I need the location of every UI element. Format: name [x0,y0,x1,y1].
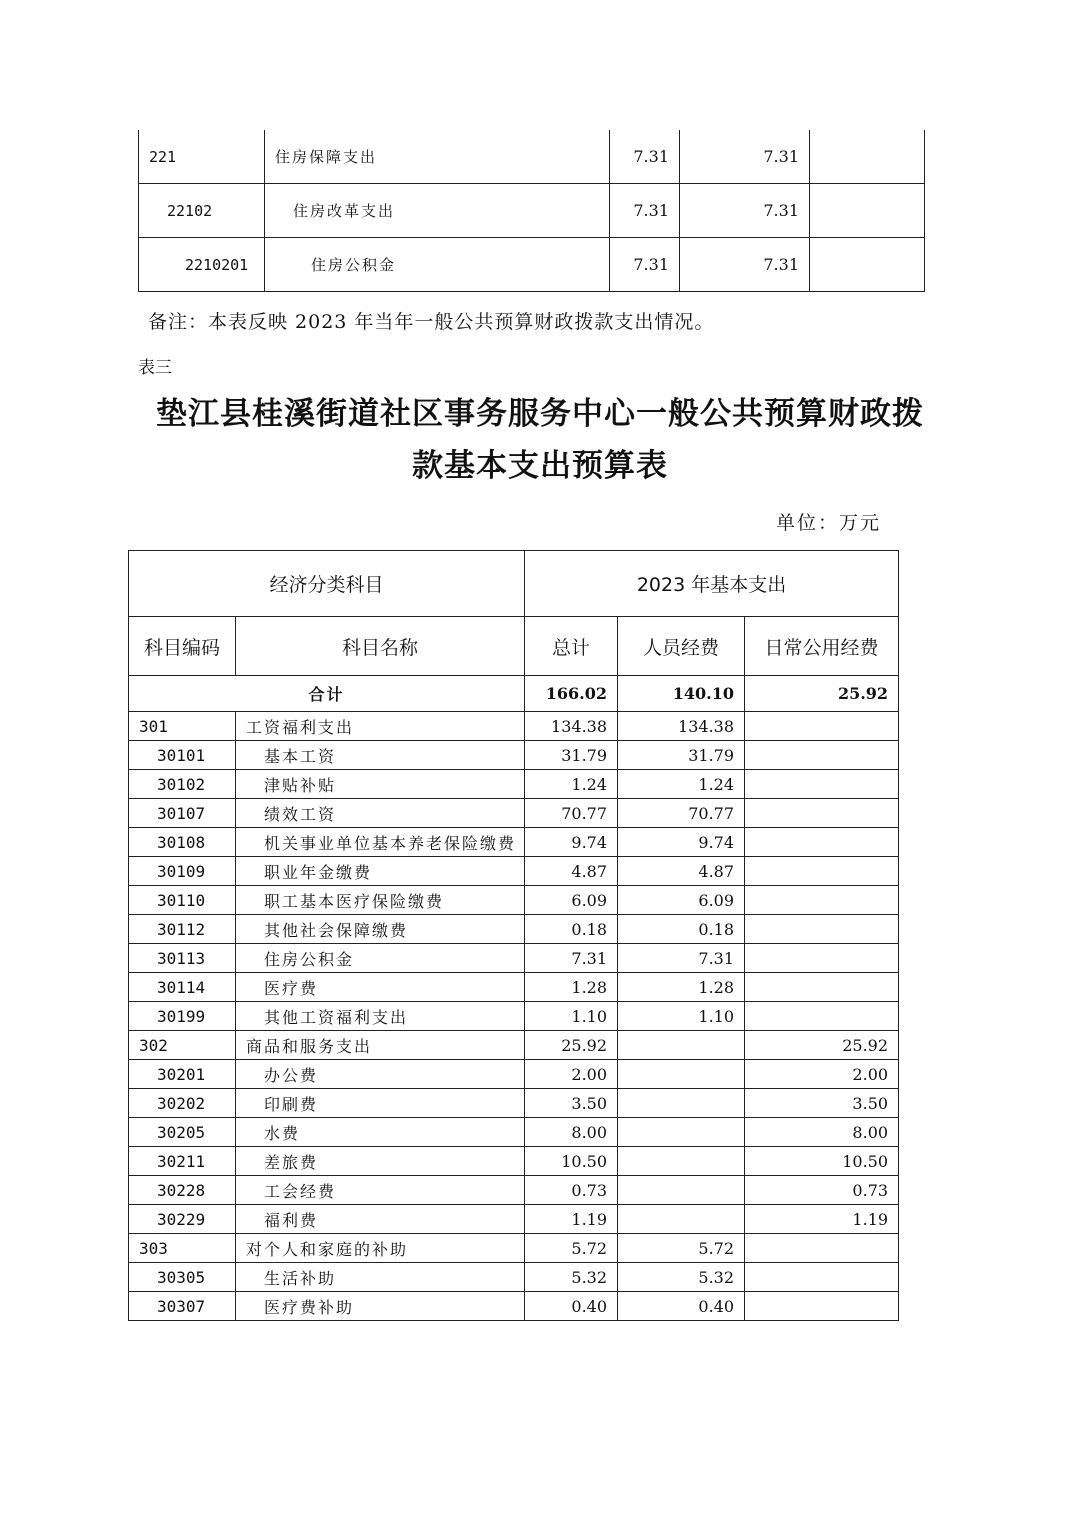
row-code: 30113 [129,944,236,973]
row-total: 25.92 [525,1031,618,1060]
row-code: 30228 [129,1176,236,1205]
row-value: 7.31 [610,238,680,292]
row-total: 10.50 [525,1147,618,1176]
table-row [129,886,899,915]
header-columns-row [129,617,899,676]
table-label: 表三 [138,358,172,378]
row-name: 印刷费 [236,1089,525,1118]
row-name: 绩效工资 [236,799,525,828]
row-total: 7.31 [525,944,618,973]
row-personnel: 31.79 [618,741,745,770]
row-code: 30108 [129,828,236,857]
row-personnel: 70.77 [618,799,745,828]
row-total: 6.09 [525,886,618,915]
page-title [120,388,960,492]
header-economic-classification: 经济分类科目 [129,551,525,617]
row-public: 8.00 [745,1118,899,1147]
previous-table-continuation [138,130,925,292]
row-code: 30201 [129,1060,236,1089]
table-row [129,1234,899,1263]
row-code: 30102 [129,770,236,799]
row-code: 301 [129,712,236,741]
table-row [129,741,899,770]
row-name: 办公费 [236,1060,525,1089]
row-total: 9.74 [525,828,618,857]
row-total: 1.19 [525,1205,618,1234]
table-row [129,1002,899,1031]
row-name: 对个人和家庭的补助 [236,1234,525,1263]
row-personnel: 6.09 [618,886,745,915]
row-name: 住房改革支出 [265,184,610,238]
row-total: 134.38 [525,712,618,741]
row-name: 津贴补贴 [236,770,525,799]
row-personnel [618,1147,745,1176]
table-row [129,857,899,886]
row-name: 机关事业单位基本养老保险缴费 [236,828,525,857]
row-total: 2.00 [525,1060,618,1089]
row-name: 住房保障支出 [265,130,610,184]
table-row [129,712,899,741]
table-row [129,915,899,944]
row-personnel: 1.24 [618,770,745,799]
table-row [129,828,899,857]
row-personnel [618,1176,745,1205]
row-personnel [618,1031,745,1060]
row-total: 31.79 [525,741,618,770]
table-row [129,770,899,799]
total-sum: 166.02 [525,676,618,712]
row-public [745,770,899,799]
table-row [129,1147,899,1176]
header-total: 总计 [525,617,618,676]
row-personnel: 4.87 [618,857,745,886]
row-code: 30202 [129,1089,236,1118]
total-public: 25.92 [745,676,899,712]
row-name: 生活补助 [236,1263,525,1292]
row-personnel [618,1089,745,1118]
row-code: 30112 [129,915,236,944]
row-public [745,973,899,1002]
header-name: 科目名称 [236,617,525,676]
row-personnel [618,1118,745,1147]
table-note: 备注：本表反映 2023 年当年一般公共预算财政拨款支出情况。 [148,311,715,333]
row-code: 303 [129,1234,236,1263]
row-public [745,944,899,973]
header-code: 科目编码 [129,617,236,676]
row-total: 1.10 [525,1002,618,1031]
row-total: 5.32 [525,1263,618,1292]
row-personnel: 0.40 [618,1292,745,1321]
row-personnel: 1.10 [618,1002,745,1031]
total-personnel: 140.10 [618,676,745,712]
table-row [129,1292,899,1321]
row-code: 221 [139,130,265,184]
total-row [129,676,899,712]
row-public [745,712,899,741]
row-total: 0.73 [525,1176,618,1205]
table-row [139,130,925,184]
row-name: 差旅费 [236,1147,525,1176]
row-public: 0.73 [745,1176,899,1205]
row-code: 30114 [129,973,236,1002]
row-public: 10.50 [745,1147,899,1176]
row-name: 其他工资福利支出 [236,1002,525,1031]
row-public [745,1002,899,1031]
row-personnel: 9.74 [618,828,745,857]
row-personnel: 1.28 [618,973,745,1002]
row-code: 30229 [129,1205,236,1234]
title-line-1: 垫江县桂溪街道社区事务服务中心一般公共预算财政拨 [156,396,924,432]
header-public: 日常公用经费 [745,617,899,676]
basic-expenditure-table [128,550,899,1321]
row-total: 8.00 [525,1118,618,1147]
row-code: 30211 [129,1147,236,1176]
table-row [129,1031,899,1060]
row-total: 3.50 [525,1089,618,1118]
row-code: 302 [129,1031,236,1060]
row-code: 30109 [129,857,236,886]
unit-label: 单位：万元 [776,512,882,534]
row-public [745,1292,899,1321]
row-value [810,184,925,238]
header-personnel: 人员经费 [618,617,745,676]
row-name: 其他社会保障缴费 [236,915,525,944]
row-public [745,741,899,770]
row-personnel: 134.38 [618,712,745,741]
row-name: 住房公积金 [265,238,610,292]
row-name: 工资福利支出 [236,712,525,741]
table-row [129,799,899,828]
table-row [129,1205,899,1234]
row-value: 7.31 [680,184,810,238]
row-value [810,238,925,292]
row-total: 1.28 [525,973,618,1002]
row-value [810,130,925,184]
row-value: 7.31 [680,238,810,292]
row-total: 0.40 [525,1292,618,1321]
row-name: 工会经费 [236,1176,525,1205]
row-public [745,915,899,944]
row-personnel [618,1205,745,1234]
header-group-row [129,551,899,617]
row-public [745,1234,899,1263]
header-basic-expenditure: 2023 年基本支出 [525,551,899,617]
row-value: 7.31 [610,184,680,238]
table-row [129,1118,899,1147]
row-name: 福利费 [236,1205,525,1234]
table-row [129,1176,899,1205]
row-personnel: 5.72 [618,1234,745,1263]
row-value: 7.31 [610,130,680,184]
row-code: 22102 [139,184,265,238]
row-public: 2.00 [745,1060,899,1089]
row-total: 5.72 [525,1234,618,1263]
row-total: 0.18 [525,915,618,944]
row-name: 职工基本医疗保险缴费 [236,886,525,915]
table-row [139,184,925,238]
table-row [129,1089,899,1118]
table-row [129,944,899,973]
row-code: 30205 [129,1118,236,1147]
row-code: 30110 [129,886,236,915]
total-label: 合计 [129,676,525,712]
row-code: 30107 [129,799,236,828]
table-row [129,973,899,1002]
row-public: 3.50 [745,1089,899,1118]
row-code: 30101 [129,741,236,770]
row-value: 7.31 [680,130,810,184]
row-personnel: 5.32 [618,1263,745,1292]
row-name: 基本工资 [236,741,525,770]
row-code: 2210201 [139,238,265,292]
row-total: 4.87 [525,857,618,886]
row-code: 30307 [129,1292,236,1321]
row-name: 住房公积金 [236,944,525,973]
row-personnel [618,1060,745,1089]
row-name: 医疗费补助 [236,1292,525,1321]
row-total: 70.77 [525,799,618,828]
title-line-2: 款基本支出预算表 [412,448,668,484]
row-public [745,857,899,886]
table-row [129,1263,899,1292]
row-code: 30305 [129,1263,236,1292]
row-public [745,886,899,915]
row-name: 职业年金缴费 [236,857,525,886]
row-personnel: 0.18 [618,915,745,944]
row-total: 1.24 [525,770,618,799]
row-public [745,828,899,857]
row-name: 商品和服务支出 [236,1031,525,1060]
table-row [139,238,925,292]
row-code: 30199 [129,1002,236,1031]
row-public [745,1263,899,1292]
row-name: 水费 [236,1118,525,1147]
row-public [745,799,899,828]
row-name: 医疗费 [236,973,525,1002]
table-row [129,1060,899,1089]
row-public: 25.92 [745,1031,899,1060]
row-personnel: 7.31 [618,944,745,973]
row-public: 1.19 [745,1205,899,1234]
